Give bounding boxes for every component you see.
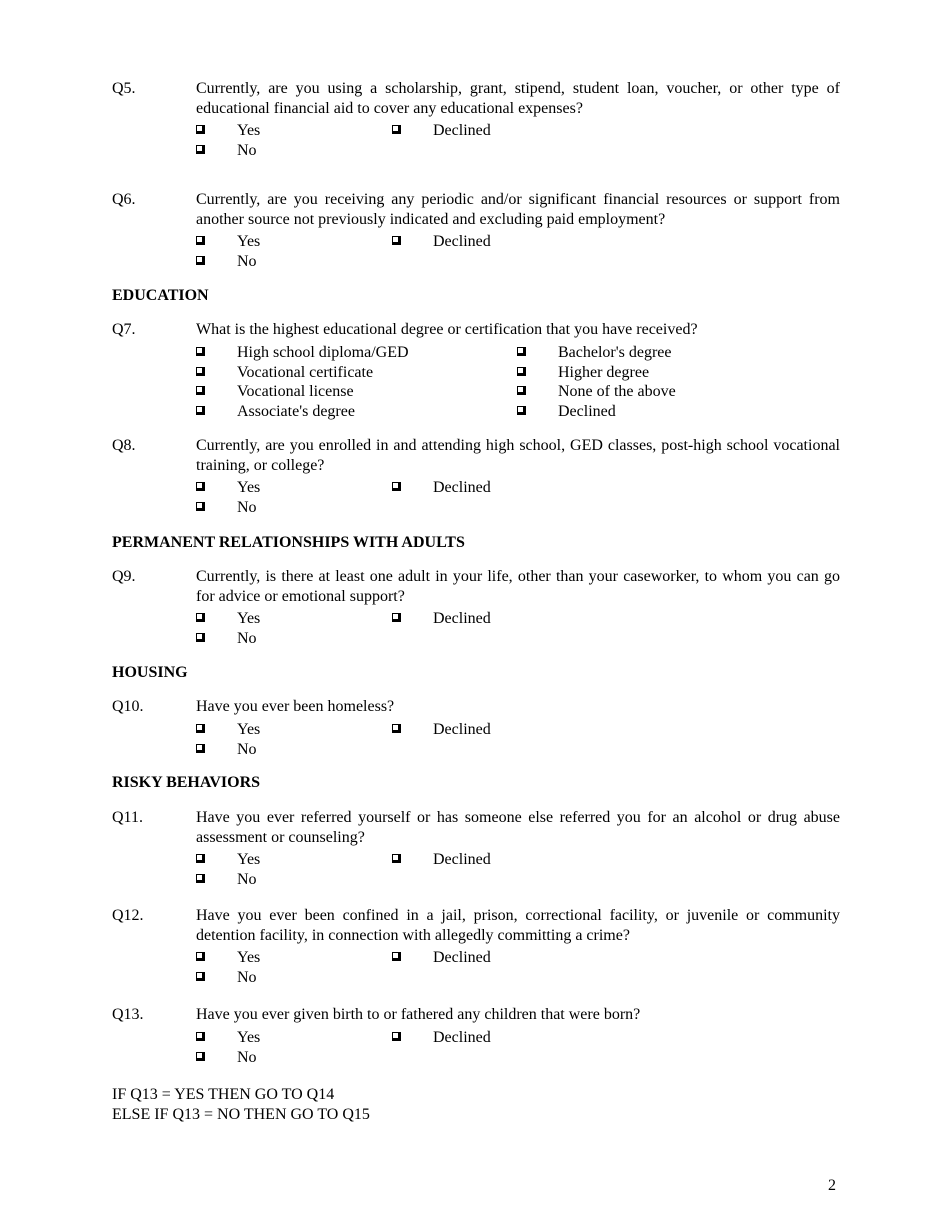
question-q7 — [112, 320, 840, 423]
checkbox-icon[interactable] — [196, 145, 205, 154]
question-number: Q12. — [112, 907, 144, 924]
question-number: Q10. — [112, 698, 144, 715]
checkbox-icon[interactable] — [392, 236, 401, 245]
question-number: Q6. — [112, 191, 136, 208]
question-q10 — [112, 697, 840, 762]
question-number: Q9. — [112, 568, 136, 585]
question-q11 — [112, 808, 840, 892]
question-number: Q13. — [112, 1006, 144, 1023]
section-heading-education: EDUCATION — [112, 287, 209, 304]
checkbox-icon[interactable] — [517, 386, 526, 395]
question-text: Have you ever been homeless? — [196, 698, 395, 715]
question-q13 — [112, 1005, 840, 1070]
checkbox-icon[interactable] — [392, 482, 401, 491]
question-q9 — [112, 567, 840, 651]
checkbox-icon[interactable] — [392, 724, 401, 733]
checkbox-icon[interactable] — [196, 482, 205, 491]
question-text: Have you ever been confined in a jail, prison, correctional facility, or juvenile or community detention facility, in connection with allegedly committing a crime? — [196, 907, 840, 944]
checkbox-icon[interactable] — [517, 367, 526, 376]
question-number: Q7. — [112, 321, 136, 338]
question-q5 — [112, 79, 840, 163]
question-text: Have you ever given birth to or fathered any children that were born? — [196, 1006, 641, 1023]
checkbox-icon[interactable] — [392, 854, 401, 863]
skip-logic-line-1: IF Q13 = YES THEN GO TO Q14 — [112, 1086, 335, 1103]
checkbox-icon[interactable] — [196, 613, 205, 622]
section-heading-housing: HOUSING — [112, 664, 188, 681]
checkbox-icon[interactable] — [196, 744, 205, 753]
question-text: What is the highest educational degree or certification that you have received? — [196, 321, 698, 338]
checkbox-icon[interactable] — [196, 952, 205, 961]
question-number: Q8. — [112, 437, 136, 454]
checkbox-icon[interactable] — [517, 347, 526, 356]
checkbox-icon[interactable] — [196, 1032, 205, 1041]
question-text: Currently, is there at least one adult in your life, other than your caseworker, to whom you can go for advice or emotional support? — [196, 568, 840, 605]
question-q12 — [112, 906, 840, 990]
checkbox-icon[interactable] — [196, 854, 205, 863]
checkbox-icon[interactable] — [392, 1032, 401, 1041]
options: Yes Declined No — [196, 609, 840, 651]
checkbox-icon[interactable] — [392, 952, 401, 961]
question-number: Q11. — [112, 809, 143, 826]
checkbox-icon[interactable] — [196, 406, 205, 415]
options: High school diploma/GED Vocational certificate Vocational license Associate's degree Bachelor's degree Higher degree None of the above Declined — [196, 343, 840, 423]
question-text: Currently, are you enrolled in and attending high school, GED classes, post-high school vocational training, or college? — [196, 437, 840, 474]
options: Yes Declined No — [196, 720, 840, 762]
page-number: 2 — [828, 1177, 836, 1194]
checkbox-icon[interactable] — [196, 724, 205, 733]
checkbox-icon[interactable] — [196, 874, 205, 883]
checkbox-icon[interactable] — [392, 125, 401, 134]
checkbox-icon[interactable] — [196, 972, 205, 981]
question-text: Currently, are you using a scholarship, grant, stipend, student loan, voucher, or other type of educational financial aid to cover any educational expenses? — [196, 80, 840, 117]
checkbox-icon[interactable] — [196, 347, 205, 356]
checkbox-icon[interactable] — [196, 125, 205, 134]
checkbox-icon[interactable] — [196, 386, 205, 395]
options: Yes Declined No — [196, 948, 840, 990]
options: Yes Declined No — [196, 478, 840, 520]
question-text: Currently, are you receiving any periodic and/or significant financial resources or support from another source not previously indicated and excluding paid employment? — [196, 191, 840, 228]
question-q6 — [112, 190, 840, 274]
options: Yes Declined No — [196, 121, 840, 163]
checkbox-icon[interactable] — [196, 1052, 205, 1061]
checkbox-icon[interactable] — [196, 502, 205, 511]
skip-logic-line-2: ELSE IF Q13 = NO THEN GO TO Q15 — [112, 1106, 370, 1123]
question-text: Have you ever referred yourself or has someone else referred you for an alcohol or drug abuse assessment or counseling? — [196, 809, 840, 846]
question-number: Q5. — [112, 80, 136, 97]
checkbox-icon[interactable] — [196, 367, 205, 376]
question-q8 — [112, 436, 840, 520]
options: Yes Declined No — [196, 1028, 840, 1070]
checkbox-icon[interactable] — [196, 633, 205, 642]
checkbox-icon[interactable] — [196, 256, 205, 265]
checkbox-icon[interactable] — [392, 613, 401, 622]
options: Yes Declined No — [196, 850, 840, 892]
section-heading-risky-behaviors: RISKY BEHAVIORS — [112, 774, 261, 791]
checkbox-icon[interactable] — [196, 236, 205, 245]
section-heading-relationships: PERMANENT RELATIONSHIPS WITH ADULTS — [112, 534, 465, 551]
options: Yes Declined No — [196, 232, 840, 274]
checkbox-icon[interactable] — [517, 406, 526, 415]
